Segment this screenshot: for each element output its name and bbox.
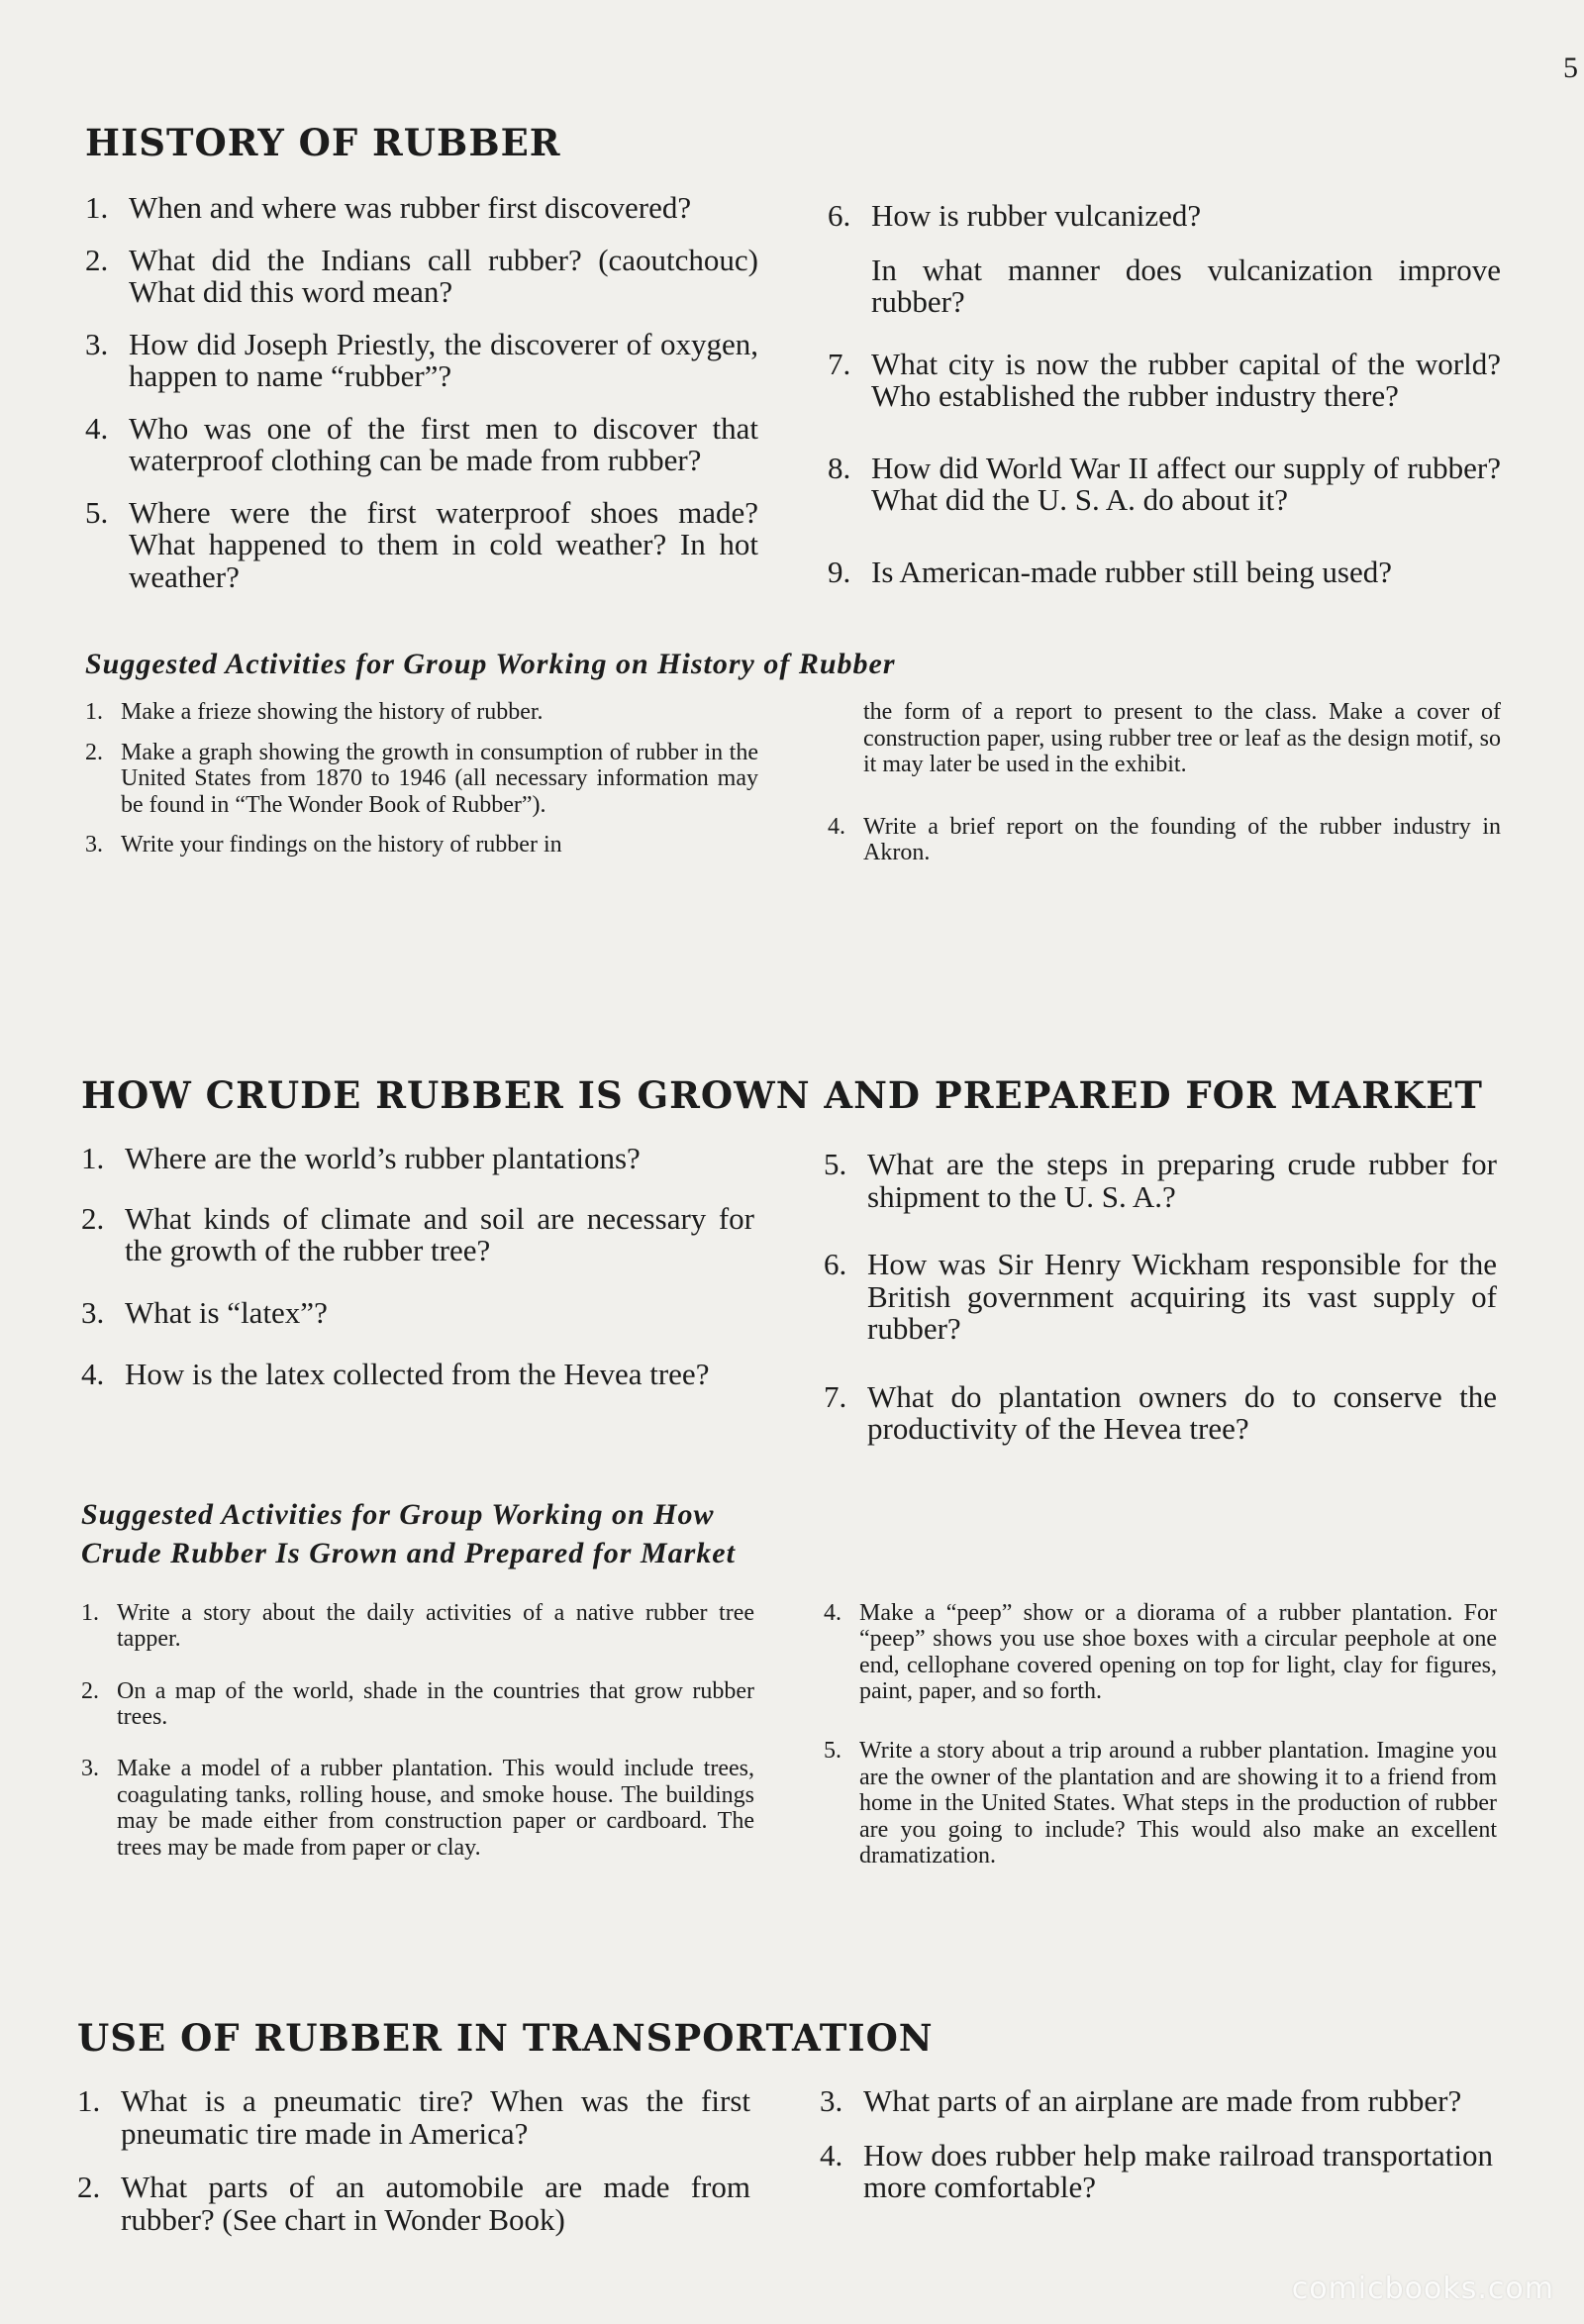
question-item: 2. What did the Indians call rubber? (caoutchouc) What did this word mean?: [85, 242, 758, 310]
activity-item: 1. Make a frieze showing the history of rubber.: [85, 699, 544, 726]
questions-left-column: [77, 2085, 750, 2236]
question-item: 3. What is “latex”?: [81, 1294, 328, 1330]
question-item: 4. How does rubber help make railroad transportation more comfortable?: [820, 2137, 1493, 2205]
section-title: USE OF RUBBER IN TRANSPORTATION: [77, 2016, 934, 2060]
question-item: 2. What parts of an automobile are made from rubber? (See chart in Wonder Book): [77, 2170, 750, 2237]
question-item: 5. What are the steps in preparing crude rubber for shipment to the U. S. A.?: [824, 1147, 1497, 1214]
activity-item: 2. Make a graph showing the growth in consumption of rubber in the United States from 1870 to 1946 (all necessary information may be found in “The Wonder Book of Rubber”).: [85, 739, 758, 818]
section-history-of-rubber: [85, 121, 1501, 865]
section-transportation: [77, 2016, 1493, 2236]
activity-item: 3. Make a model of a rubber plantation. This would include trees, coagulating tanks, rolling house, and smoke house. The buildings may be made either from construction paper or cardboard. The trees may be made from paper or clay.: [81, 1756, 754, 1861]
activities-title: [81, 1495, 1497, 1572]
section-title: HISTORY OF RUBBER: [85, 121, 561, 164]
activities-title-line: Suggested Activities for Group Working on How: [81, 1497, 715, 1531]
activity-item: 3. Write your findings on the history of rubber in: [85, 832, 562, 859]
activity-item: 4. Write a brief report on the founding of the rubber industry in Akron.: [828, 813, 1501, 866]
question-item: 1. Where are the world’s rubber plantations?: [81, 1141, 641, 1175]
questions-left-column: [81, 1143, 754, 1446]
question-item: 1. What is a pneumatic tire? When was the first pneumatic tire made in America?: [77, 2083, 750, 2151]
page-number: 5: [1563, 51, 1578, 84]
questions-right-column: [828, 200, 1501, 593]
activity-continuation: the form of a report to present to the class. Make a cover of construction paper, using rubber tree or leaf as the design motif, so it may later be used in the exhibit.: [863, 699, 1501, 778]
question-item: 7. What do plantation owners do to conserve the productivity of the Hevea tree?: [824, 1378, 1497, 1447]
activity-item: 4. Make a “peep” show or a diorama of a rubber plantation. For “peep” shows you use shoe boxes with a circular peephole at one end, cellophane covered opening on top for light, clay for figures, paint, paper, and so forth.: [824, 1599, 1497, 1704]
activity-item: 5. Write a story about a trip around a rubber plantation. Imagine you are the owner of the plantation and are showing it to a friend from home in the United States. What steps in the production of rubber are you going to include? This would also make an excellent dramatization.: [824, 1738, 1497, 1869]
questions-right-column: [820, 2085, 1493, 2236]
activities-right-column: [828, 699, 1501, 865]
question-item: 3. How did Joseph Priestly, the discoverer of oxygen, happen to name “rubber”?: [85, 326, 758, 394]
question-item: 3. What parts of an airplane are made from rubber?: [820, 2083, 1462, 2118]
activities-left-column: [85, 699, 758, 865]
question-item: 8. How did World War II affect our supply of rubber? What did the U. S. A. do about it?: [828, 450, 1501, 518]
question-item: 5. Where were the first waterproof shoes made? What happened to them in cold weather? In hot weather?: [85, 494, 758, 594]
question-item: In what manner does vulcanization improve rubber?: [871, 252, 1501, 320]
question-item: 4. How is the latex collected from the Hevea tree?: [81, 1357, 710, 1392]
activity-item: 1. Write a story about the daily activities of a native rubber tree tapper.: [81, 1599, 754, 1653]
section-crude-rubber: [81, 1073, 1497, 1869]
question-item: 2. What kinds of climate and soil are necessary for the growth of the rubber tree?: [81, 1200, 754, 1268]
question-item: 7. What city is now the rubber capital of the world? Who established the rubber industry there?: [828, 346, 1501, 414]
activities-title-line: Crude Rubber Is Grown and Prepared for Market: [81, 1536, 736, 1569]
activity-item: 2. On a map of the world, shade in the countries that grow rubber trees.: [81, 1677, 754, 1730]
question-item: 1. When and where was rubber first discovered?: [85, 190, 692, 225]
activities-right-column: [824, 1600, 1497, 1869]
question-item: 9. Is American-made rubber still being used?: [828, 554, 1392, 589]
section-title: HOW CRUDE RUBBER IS GROWN AND PREPARED FOR MARKET: [81, 1073, 1483, 1117]
question-item: 4. Who was one of the first men to discover that waterproof clothing can be made from rubber?: [85, 410, 758, 478]
questions-right-column: [824, 1149, 1497, 1446]
question-item: 6. How is rubber vulcanized?: [828, 198, 1202, 233]
activities-title: Suggested Activities for Group Working on History of Rubber: [85, 648, 896, 681]
question-item: 6. How was Sir Henry Wickham responsible for the British government acquiring its vast supply of rubber?: [824, 1247, 1497, 1347]
questions-left-column: [85, 192, 758, 593]
watermark: comicbooks.com: [1291, 2272, 1554, 2306]
activities-left-column: [81, 1600, 754, 1869]
